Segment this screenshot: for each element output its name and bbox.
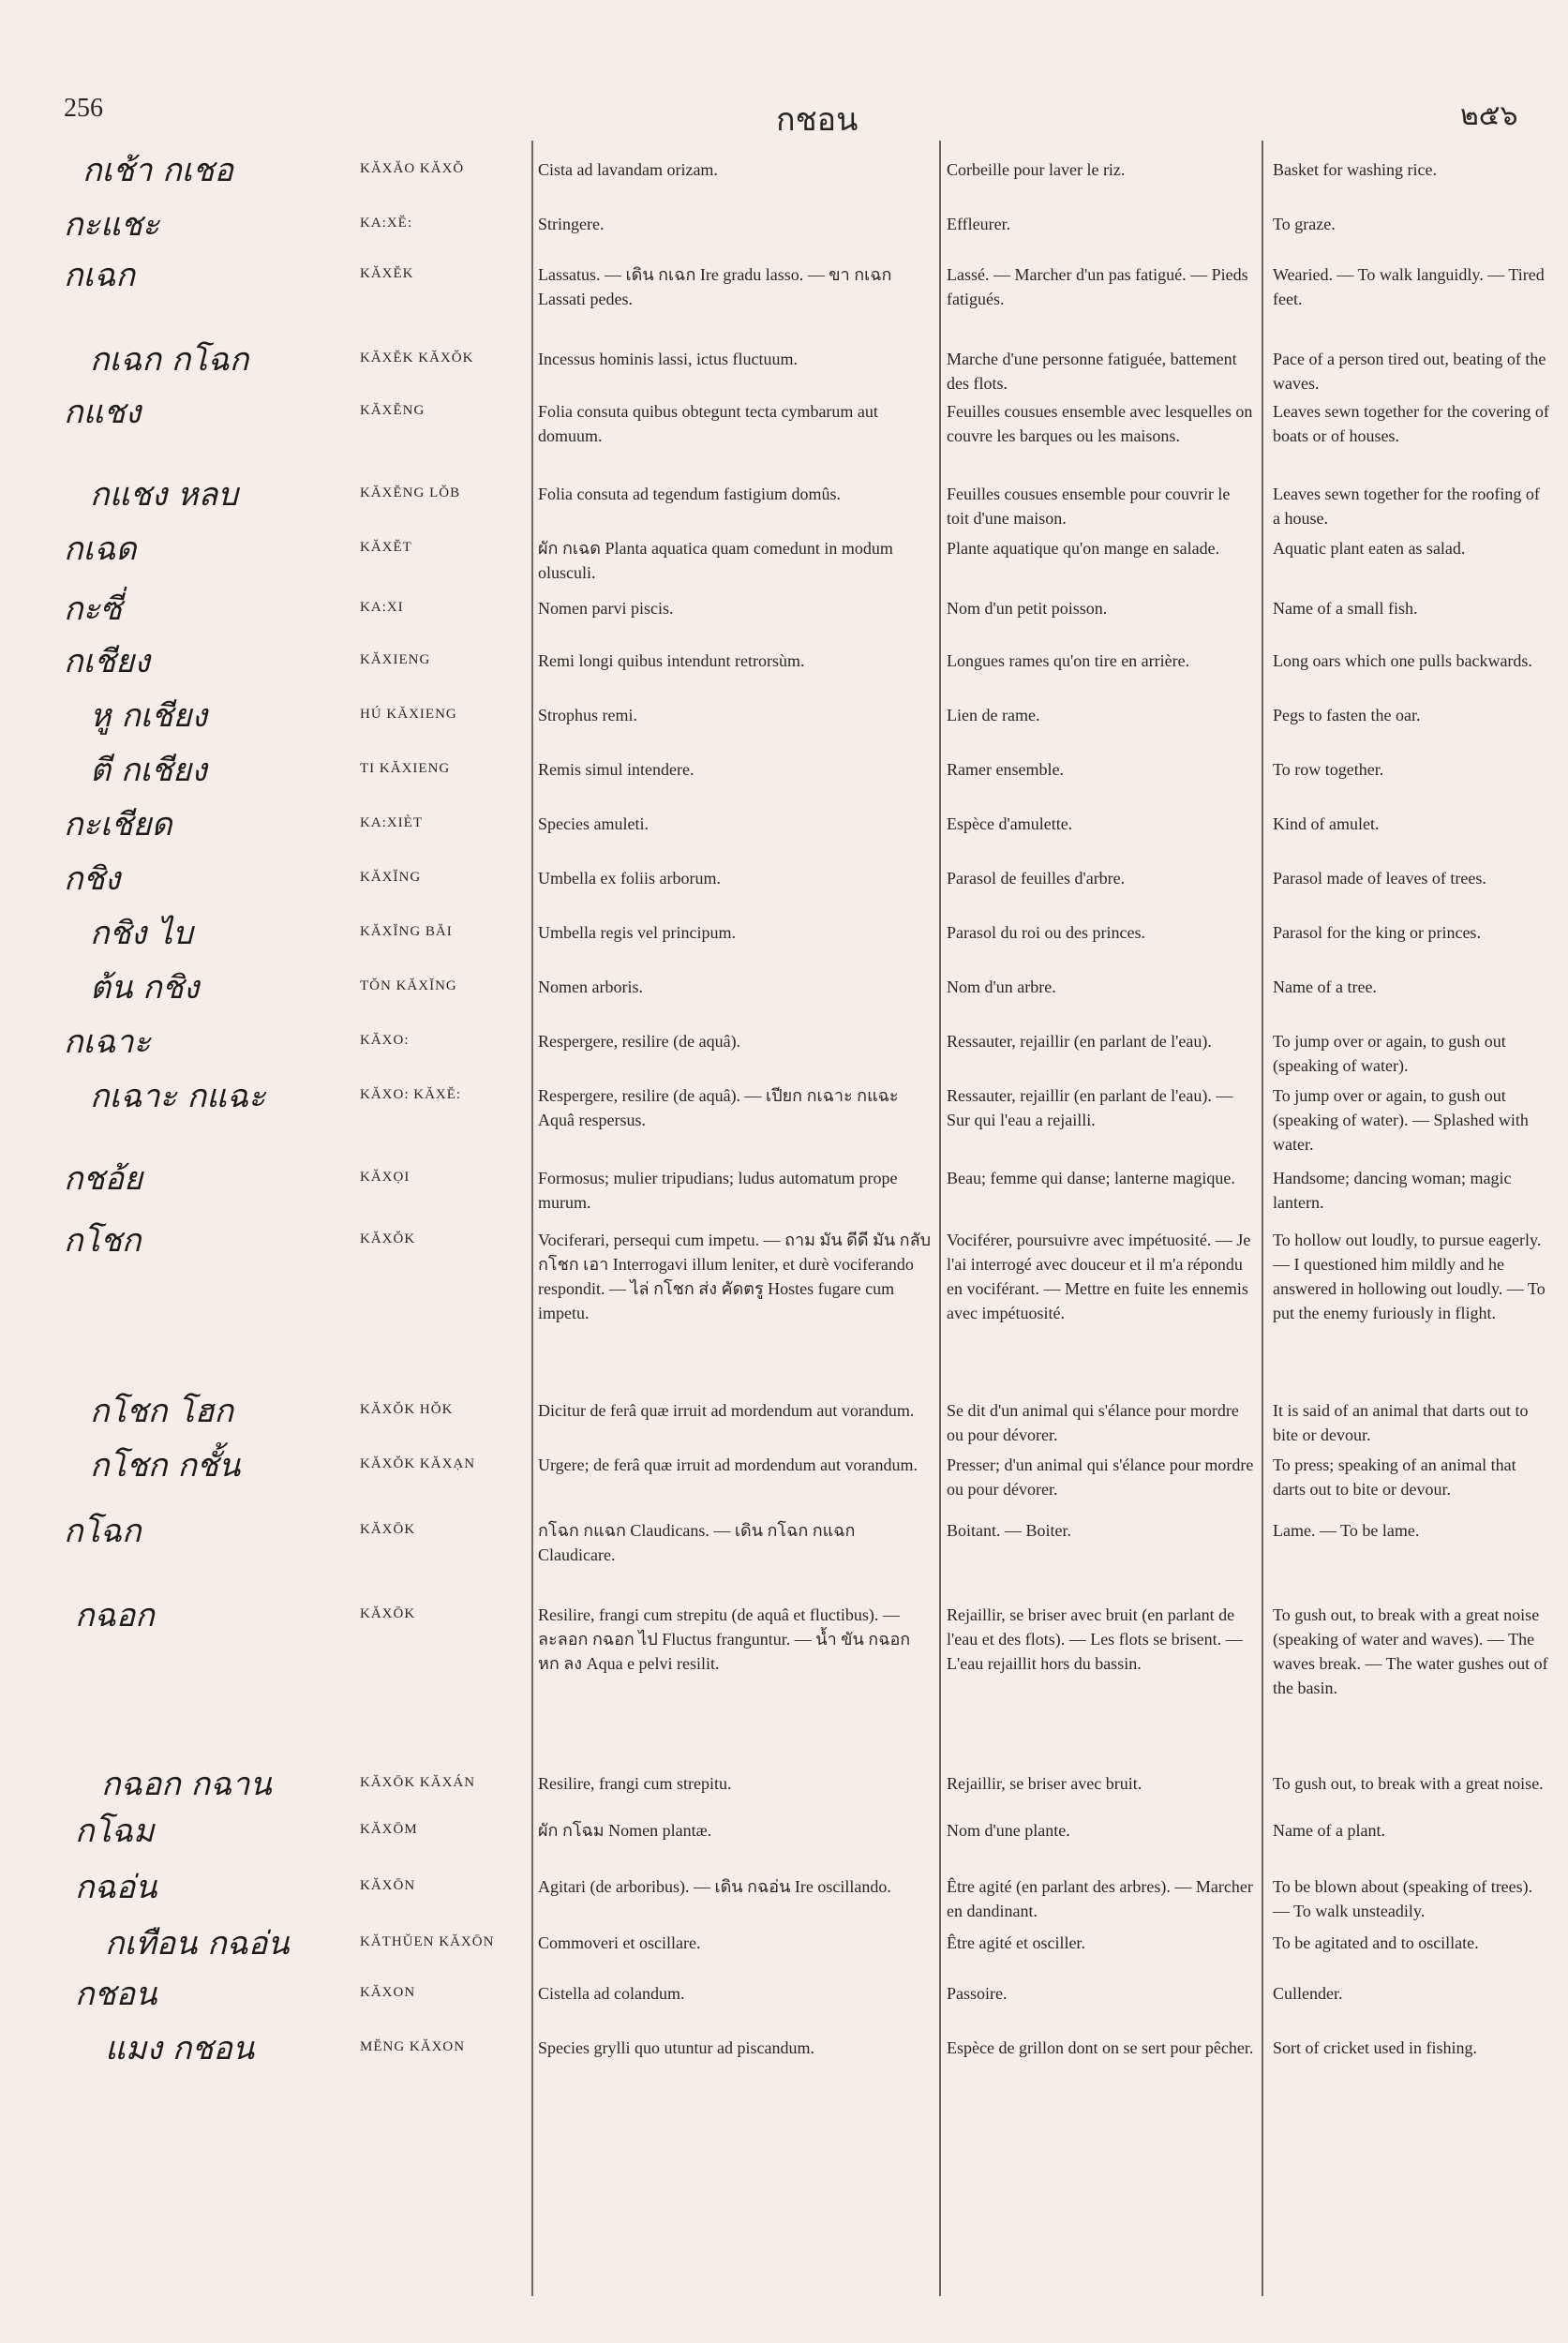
transliteration: KA:XI bbox=[360, 600, 404, 615]
english-definition: Parasol made of leaves of trees. bbox=[1273, 869, 1486, 888]
transliteration: MĔNG KĂXON bbox=[360, 2039, 466, 2054]
latin-definition: Species grylli quo utuntur ad piscandum. bbox=[538, 2038, 814, 2057]
thai-headword: กะซี่ bbox=[64, 590, 122, 628]
thai-headword: กเทือน กฉอ่น bbox=[105, 1925, 290, 1962]
thai-headword: กชิง ไบ bbox=[90, 915, 193, 952]
english-definition: Kind of amulet. bbox=[1273, 814, 1380, 833]
thai-headword: กชิง bbox=[64, 860, 121, 898]
english-definition: Pegs to fasten the oar. bbox=[1273, 706, 1421, 724]
thai-headword: กชอน bbox=[75, 1976, 157, 2013]
latin-definition: Respergere, resilire (de aquâ). — เปียก กเฉาะ กแฉะ Aquâ respersus. bbox=[538, 1086, 899, 1129]
transliteration: KĂXĬNG bbox=[360, 870, 422, 885]
english-definition: To hollow out loudly, to pursue eagerly. — I questioned him mildly and he answered in hollowing out loudly. — To put the enemy furiously in flight. bbox=[1273, 1231, 1546, 1322]
thai-headword: กเช้า กเชอ bbox=[82, 152, 233, 189]
latin-definition: ผัก กเฉด Planta aquatica quam comedunt in modum olusculi. bbox=[538, 539, 893, 582]
french-definition: Être agité (en parlant des arbres). — Marcher en dandinant. bbox=[947, 1877, 1253, 1920]
thai-headword: กเฉก bbox=[64, 257, 135, 294]
thai-headword: กแชง หลบ bbox=[90, 476, 238, 514]
thai-headword: กฉอก bbox=[75, 1597, 155, 1634]
english-definition: Basket for washing rice. bbox=[1273, 160, 1437, 179]
english-definition: Name of a tree. bbox=[1273, 977, 1377, 996]
latin-definition: กโฉก กแฉก Claudicans. — เดิน กโฉก กแฉก Claudicare. bbox=[538, 1521, 856, 1564]
thai-headword: กเฉาะ bbox=[64, 1023, 151, 1061]
english-definition: To gush out, to break with a great noise (speaking of water and waves). — The waves break. — The water gushes out of the basin. bbox=[1273, 1605, 1548, 1697]
english-definition: Lame. — To be lame. bbox=[1273, 1521, 1420, 1540]
page-number-left: 256 bbox=[64, 94, 103, 123]
french-definition: Ressauter, rejaillir (en parlant de l'eau). — Sur qui l'eau a rejailli. bbox=[947, 1086, 1233, 1129]
english-definition: To jump over or again, to gush out (speaking of water). bbox=[1273, 1032, 1506, 1075]
french-definition: Parasol du roi ou des princes. bbox=[947, 923, 1145, 942]
english-definition: To gush out, to break with a great noise. bbox=[1273, 1774, 1544, 1793]
latin-definition: Resilire, frangi cum strepitu. bbox=[538, 1774, 732, 1793]
transliteration: KĂTHŬEN KĂXŌN bbox=[360, 1934, 495, 1949]
latin-definition: Agitari (de arboribus). — เดิน กฉอ่น Ire oscillando. bbox=[538, 1877, 891, 1896]
latin-definition: ผัก กโฉม Nomen plantæ. bbox=[538, 1821, 712, 1840]
latin-definition: Nomen arboris. bbox=[538, 977, 643, 996]
page-number-right: ๒๕๖ bbox=[1460, 100, 1518, 131]
french-definition: Presser; d'un animal qui s'élance pour mordre ou pour dévorer. bbox=[947, 1455, 1254, 1499]
french-definition: Feuilles cousues ensemble avec lesquelles on couvre les barques ou les maisons. bbox=[947, 402, 1253, 445]
english-definition: To row together. bbox=[1273, 760, 1384, 779]
latin-definition: Umbella ex foliis arborum. bbox=[538, 869, 721, 888]
transliteration: KĂXŌK KĂXÁN bbox=[360, 1775, 476, 1790]
latin-definition: Stringere. bbox=[538, 215, 605, 233]
latin-definition: Formosus; mulier tripudians; ludus automatum prope murum. bbox=[538, 1169, 898, 1212]
thai-headword: กฉอ่น bbox=[75, 1869, 157, 1906]
english-definition: Sort of cricket used in fishing. bbox=[1273, 2038, 1477, 2057]
french-definition: Boitant. — Boiter. bbox=[947, 1521, 1071, 1540]
transliteration: KĂXĔT bbox=[360, 540, 412, 555]
transliteration: KĂXĔNG LŎB bbox=[360, 485, 461, 500]
thai-headword: ต้น กชิง bbox=[90, 969, 200, 1007]
latin-definition: Nomen parvi piscis. bbox=[538, 599, 674, 618]
french-definition: Parasol de feuilles d'arbre. bbox=[947, 869, 1126, 888]
transliteration: KĂXŎK HŎK bbox=[360, 1402, 454, 1417]
thai-headword: กโชก กชั้น bbox=[90, 1447, 241, 1485]
latin-definition: Urgere; de ferâ quæ irruit ad mordendum aut vorandum. bbox=[538, 1455, 918, 1474]
french-definition: Nom d'un petit poisson. bbox=[947, 599, 1108, 618]
transliteration: TI KĂXIENG bbox=[360, 761, 451, 776]
french-definition: Être agité et osciller. bbox=[947, 1933, 1085, 1952]
thai-headword: กชอ้ย bbox=[64, 1160, 143, 1198]
english-definition: Name of a small fish. bbox=[1273, 599, 1418, 618]
french-definition: Lien de rame. bbox=[947, 706, 1040, 724]
french-definition: Beau; femme qui danse; lanterne magique. bbox=[947, 1169, 1235, 1187]
transliteration: KA:XĔ: bbox=[360, 216, 412, 231]
transliteration: KĂXŌM bbox=[360, 1822, 418, 1837]
latin-definition: Resilire, frangi cum strepitu (de aquâ et fluctibus). — ละลอก กฉอก ไป Fluctus franguntur. — น้ำ ขัน กฉอก หก ลง Aqua e pelvi resilit. bbox=[538, 1605, 911, 1673]
transliteration: KĂXIENG bbox=[360, 652, 431, 667]
thai-headword: กะแชะ bbox=[64, 206, 160, 244]
english-definition: To jump over or again, to gush out (speaking of water). — Splashed with water. bbox=[1273, 1086, 1529, 1154]
english-definition: Wearied. — To walk languidly. — Tired feet. bbox=[1273, 265, 1545, 308]
french-definition: Rejaillir, se briser avec bruit. bbox=[947, 1774, 1142, 1793]
transliteration: KĂXŎK bbox=[360, 1231, 416, 1246]
running-head: กชอน bbox=[776, 101, 859, 139]
thai-headword: กฉอก กฉาน bbox=[101, 1766, 272, 1803]
latin-definition: Folia consuta ad tegendum fastigium domûs. bbox=[538, 485, 841, 503]
transliteration: KĂXŌN bbox=[360, 1878, 416, 1893]
transliteration: KĂXO: bbox=[360, 1033, 410, 1048]
english-definition: Long oars which one pulls backwards. bbox=[1273, 651, 1532, 670]
latin-definition: Respergere, resilire (de aquâ). bbox=[538, 1032, 741, 1051]
transliteration: TŎN KĂXĬNG bbox=[360, 978, 457, 993]
french-definition: Marche d'une personne fatiguée, battement des flots. bbox=[947, 350, 1237, 393]
thai-headword: หู กเชียง bbox=[90, 697, 208, 735]
transliteration: KĂXŌK bbox=[360, 1606, 416, 1621]
english-definition: Leaves sewn together for the roofing of a house. bbox=[1273, 485, 1540, 528]
column-divider bbox=[939, 141, 941, 2296]
thai-headword: กแชง bbox=[64, 394, 142, 431]
thai-headword: กโฉก bbox=[64, 1513, 142, 1550]
latin-definition: Lassatus. — เดิน กเฉก Ire gradu lasso. — ขา กเฉก Lassati pedes. bbox=[538, 265, 892, 308]
latin-definition: Remi longi quibus intendunt retrorsùm. bbox=[538, 651, 805, 670]
french-definition: Feuilles cousues ensemble pour couvrir le toit d'une maison. bbox=[947, 485, 1231, 528]
transliteration: KĂXĔK KĂXŎK bbox=[360, 351, 474, 366]
transliteration: KĂXỌI bbox=[360, 1170, 411, 1185]
thai-headword: แมง กชอน bbox=[105, 2030, 255, 2067]
latin-definition: Remis simul intendere. bbox=[538, 760, 694, 779]
thai-headword: กเชียง bbox=[64, 643, 150, 680]
thai-headword: กเฉก กโฉก bbox=[90, 341, 249, 379]
french-definition: Rejaillir, se briser avec bruit (en parlant de l'eau et des flots). — Les flots se brisent. — L'eau rejaillit hors du bassin. bbox=[947, 1605, 1243, 1673]
english-definition: Aquatic plant eaten as salad. bbox=[1273, 539, 1466, 558]
thai-headword: กเฉด bbox=[64, 530, 137, 568]
french-definition: Espèce d'amulette. bbox=[947, 814, 1073, 833]
french-definition: Corbeille pour laver le riz. bbox=[947, 160, 1126, 179]
english-definition: Parasol for the king or princes. bbox=[1273, 923, 1481, 942]
transliteration: KĂXĂO KĂXŎ bbox=[360, 161, 465, 176]
english-definition: To be blown about (speaking of trees). — To walk unsteadily. bbox=[1273, 1877, 1533, 1920]
french-definition: Nom d'une plante. bbox=[947, 1821, 1070, 1840]
french-definition: Vociférer, poursuivre avec impétuosité. — Je l'ai interrogé avec douceur et il m'a répondu en vociférant. — Mettre en fuite les ennemis avec impétuosité. bbox=[947, 1231, 1251, 1322]
french-definition: Effleurer. bbox=[947, 215, 1011, 233]
english-definition: Name of a plant. bbox=[1273, 1821, 1385, 1840]
transliteration: KĂXON bbox=[360, 1985, 416, 2000]
english-definition: Pace of a person tired out, beating of the waves. bbox=[1273, 350, 1546, 393]
latin-definition: Commoveri et oscillare. bbox=[538, 1933, 701, 1952]
english-definition: Handsome; dancing woman; magic lantern. bbox=[1273, 1169, 1512, 1212]
thai-headword: กะเชียด bbox=[64, 806, 172, 843]
thai-headword: ตี กเชียง bbox=[90, 752, 207, 789]
french-definition: Se dit d'un animal qui s'élance pour mordre ou pour dévorer. bbox=[947, 1401, 1239, 1444]
french-definition: Longues rames qu'on tire en arrière. bbox=[947, 651, 1190, 670]
latin-definition: Cista ad lavandam orizam. bbox=[538, 160, 718, 179]
latin-definition: Incessus hominis lassi, ictus fluctuum. bbox=[538, 350, 798, 368]
latin-definition: Species amuleti. bbox=[538, 814, 649, 833]
english-definition: Cullender. bbox=[1273, 1984, 1343, 2003]
latin-definition: Vociferari, persequi cum impetu. — ถาม มัน ดีดี มัน กลับ กโชก เอา Interrogavi illum leniter, et durè vociferando respondit. — ไล่ กโชก ส่ง คัดตรู Hostes fugare cum impetu. bbox=[538, 1231, 932, 1322]
english-definition: To press; speaking of an animal that darts out to bite or devour. bbox=[1273, 1455, 1516, 1499]
english-definition: Leaves sewn together for the covering of boats or of houses. bbox=[1273, 402, 1549, 445]
french-definition: Ressauter, rejaillir (en parlant de l'eau). bbox=[947, 1032, 1212, 1051]
french-definition: Nom d'un arbre. bbox=[947, 977, 1056, 996]
english-definition: To be agitated and to oscillate. bbox=[1273, 1933, 1479, 1952]
thai-headword: กเฉาะ กแฉะ bbox=[90, 1078, 266, 1115]
french-definition: Passoire. bbox=[947, 1984, 1008, 2003]
english-definition: It is said of an animal that darts out to bite or devour. bbox=[1273, 1401, 1529, 1444]
transliteration: KĂXĔK bbox=[360, 266, 414, 281]
latin-definition: Umbella regis vel principum. bbox=[538, 923, 736, 942]
column-divider bbox=[531, 141, 533, 2296]
transliteration: KĂXĔNG bbox=[360, 403, 426, 418]
transliteration: KĂXŌK bbox=[360, 1522, 416, 1537]
latin-definition: Dicitur de ferâ quæ irruit ad mordendum aut vorandum. bbox=[538, 1401, 915, 1420]
latin-definition: Cistella ad colandum. bbox=[538, 1984, 685, 2003]
transliteration: KĂXŎK KĂXẠN bbox=[360, 1456, 476, 1471]
transliteration: KA:XIÈT bbox=[360, 815, 423, 830]
french-definition: Plante aquatique qu'on mange en salade. bbox=[947, 539, 1220, 558]
transliteration: KĂXĬNG BĂI bbox=[360, 924, 453, 939]
french-definition: Espèce de grillon dont on se sert pour pêcher. bbox=[947, 2038, 1254, 2057]
transliteration: KĂXO: KĂXĔ: bbox=[360, 1087, 462, 1102]
column-divider bbox=[1262, 141, 1263, 2296]
latin-definition: Strophus remi. bbox=[538, 706, 637, 724]
french-definition: Ramer ensemble. bbox=[947, 760, 1064, 779]
latin-definition: Folia consuta quibus obtegunt tecta cymbarum aut domuum. bbox=[538, 402, 878, 445]
transliteration: HÚ KĂXIENG bbox=[360, 707, 457, 722]
thai-headword: กโชก bbox=[64, 1222, 142, 1260]
french-definition: Lassé. — Marcher d'un pas fatigué. — Pieds fatigués. bbox=[947, 265, 1248, 308]
thai-headword: กโฉม bbox=[75, 1813, 155, 1850]
thai-headword: กโชก โฮก bbox=[90, 1393, 233, 1430]
english-definition: To graze. bbox=[1273, 215, 1336, 233]
